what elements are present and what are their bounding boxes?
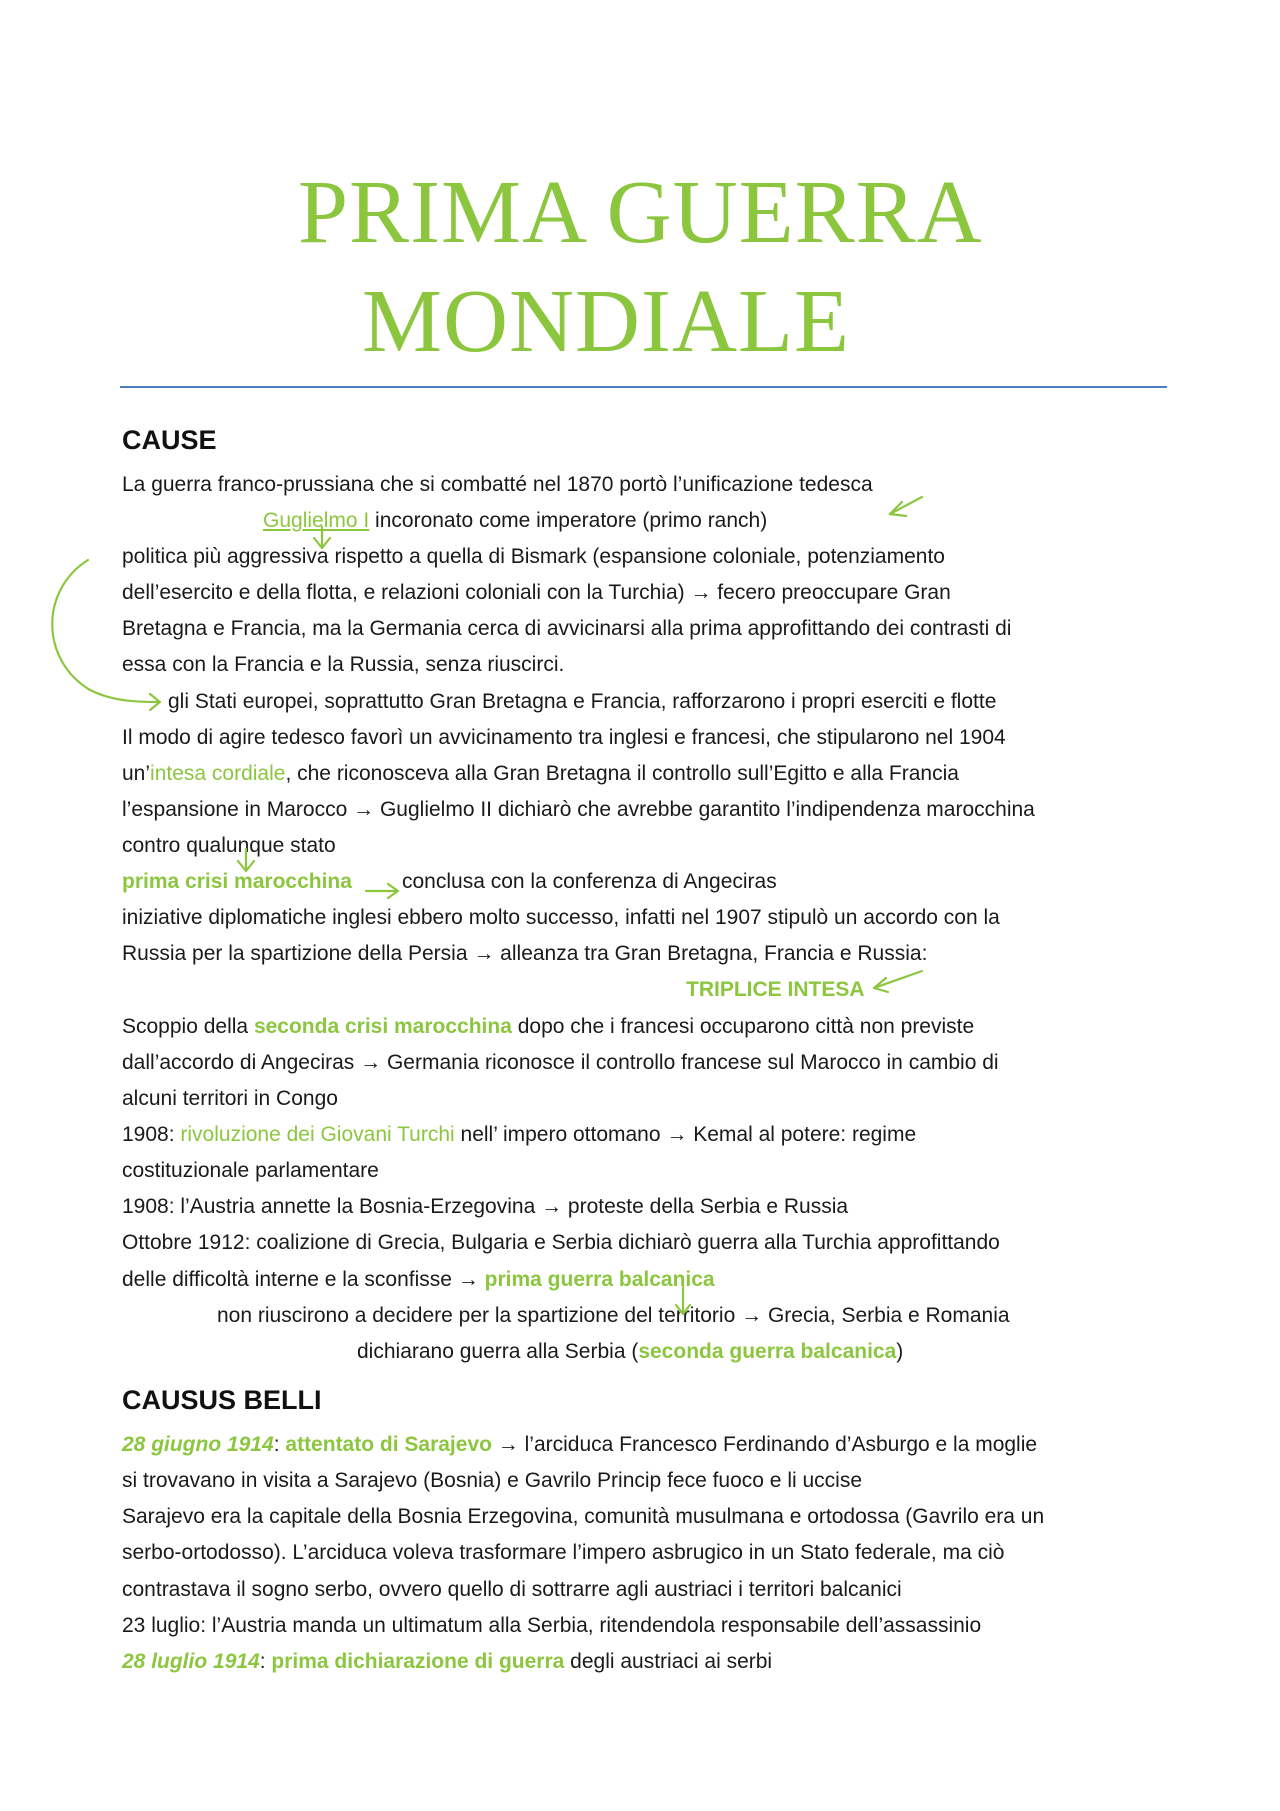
text-line: 1908: l’Austria annette la Bosnia-Erzegovina → proteste della Serbia e Russia bbox=[122, 1195, 849, 1218]
text-line: essa con la Francia e la Russia, senza riuscirci. bbox=[122, 653, 565, 676]
text-line: Il modo di agire tedesco favorì un avvicinamento tra inglesi e francesi, che stipularono nel 1904 bbox=[122, 726, 1006, 749]
text-line: 1908: rivoluzione dei Giovani Turchi nell’ impero ottomano → Kemal al potere: regime bbox=[122, 1123, 917, 1146]
arrow-icon: → bbox=[353, 798, 375, 821]
highlight-triplice-intesa: TRIPLICE INTESA bbox=[686, 978, 865, 1001]
text-line: costituzionale parlamentare bbox=[122, 1159, 379, 1182]
text-line: delle difficoltà interne e la sconfisse → prima guerra balcanica bbox=[122, 1268, 715, 1291]
text-line: politica più aggressiva rispetto a quella di Bismark (espansione coloniale, potenziamento bbox=[122, 545, 945, 568]
section-heading-causus-belli: CAUSUS BELLI bbox=[122, 1385, 322, 1415]
text-line: 28 luglio 1914: prima dichiarazione di guerra degli austriaci ai serbi bbox=[122, 1650, 773, 1673]
text-line: 28 giugno 1914: attentato di Sarajevo → l’arciduca Francesco Ferdinando d’Asburgo e la moglie bbox=[122, 1433, 1038, 1456]
text-line: l’espansione in Marocco → Guglielmo II dichiarò che avrebbe garantito l’indipendenza marocchina bbox=[122, 798, 1035, 821]
highlight-giovani-turchi: rivoluzione dei Giovani Turchi bbox=[180, 1123, 455, 1146]
text-line: Russia per la spartizione della Persia → alleanza tra Gran Bretagna, Francia e Russia: bbox=[122, 942, 928, 965]
text-line bbox=[122, 870, 352, 894]
text-line: dall’accordo di Angeciras → Germania riconosce il controllo francese sul Marocco in cambio di bbox=[122, 1051, 999, 1074]
text-line: Ottobre 1912: coalizione di Grecia, Bulgaria e Serbia dichiarò guerra alla Turchia approfittando bbox=[122, 1231, 1000, 1254]
highlight-intesa-cordiale: intesa cordiale bbox=[150, 762, 286, 785]
page-title-line-1: PRIMA GUERRA bbox=[298, 163, 983, 262]
arrow-icon: → bbox=[473, 942, 495, 965]
text-line: non riuscirono a decidere per la spartizione del territorio → Grecia, Serbia e Romania bbox=[217, 1304, 1010, 1327]
text-line: iniziative diplomatiche inglesi ebbero molto successo, infatti nel 1907 stipulò un accordo con la bbox=[122, 906, 1000, 929]
text-line: Guglielmo I incoronato come imperatore (primo ranch) bbox=[263, 509, 768, 532]
highlight-guglielmo: Guglielmo I bbox=[263, 509, 370, 532]
text-line bbox=[686, 978, 865, 1002]
text-line: La guerra franco-prussiana che si combatté nel 1870 portò l’unificazione tedesca bbox=[122, 473, 873, 496]
text-line: Bretagna e Francia, ma la Germania cerca di avvicinarsi alla prima approfittando dei contrasti di bbox=[122, 617, 1012, 640]
text-line: Scoppio della seconda crisi marocchina dopo che i francesi occuparono città non previste bbox=[122, 1015, 975, 1038]
text-line: serbo-ortodosso). L’arciduca voleva trasformare l’impero asbrugico in un Stato federale, ma ciò bbox=[122, 1541, 1005, 1564]
arrow-icon: → bbox=[541, 1195, 563, 1218]
highlight-attentato: attentato di Sarajevo bbox=[285, 1433, 492, 1456]
text-line: dell’esercito e della flotta, e relazioni coloniali con la Turchia) → fecero preoccupare Gran bbox=[122, 581, 951, 604]
handdrawn-arrow-icon bbox=[890, 497, 922, 514]
arrow-icon: → bbox=[666, 1123, 688, 1146]
text-line: dichiarano guerra alla Serbia (seconda guerra balcanica) bbox=[357, 1340, 904, 1363]
arrow-icon: → bbox=[497, 1433, 519, 1456]
highlight-seconda-crisi: seconda crisi marocchina bbox=[253, 1015, 512, 1038]
highlight-prima-guerra-balcanica: prima guerra balcanica bbox=[484, 1268, 715, 1291]
highlight-seconda-guerra-balcanica: seconda guerra balcanica bbox=[638, 1340, 897, 1363]
text-line: 23 luglio: l’Austria manda un ultimatum alla Serbia, ritendendola responsabile dell’assassinio bbox=[122, 1614, 982, 1637]
text-line: si trovavano in visita a Sarajevo (Bosnia) e Gavrilo Princip fece fuoco e li uccise bbox=[122, 1469, 863, 1492]
text-line: Sarajevo era la capitale della Bosnia Erzegovina, comunità musulmana e ortodossa (Gavrilo era un bbox=[122, 1505, 1045, 1528]
arrow-icon: → bbox=[690, 581, 712, 604]
date-28-luglio-1914: 28 luglio 1914 bbox=[122, 1650, 260, 1673]
handdrawn-arrow-icon bbox=[874, 971, 922, 988]
highlight-prima-dichiarazione: prima dichiarazione di guerra bbox=[271, 1650, 565, 1673]
arrow-icon: → bbox=[741, 1304, 763, 1327]
text-line: contro qualunque stato bbox=[122, 834, 336, 857]
text-line: gli Stati europei, soprattutto Gran Bretagna e Francia, rafforzarono i propri eserciti e flotte bbox=[168, 690, 997, 713]
text-line: alcuni territori in Congo bbox=[122, 1087, 338, 1110]
text-line: conclusa con la conferenza di Angeciras bbox=[402, 870, 777, 893]
date-28-giugno-1914: 28 giugno 1914 bbox=[122, 1433, 274, 1456]
arrow-icon: → bbox=[457, 1268, 479, 1291]
page-title-line-2: MONDIALE bbox=[362, 272, 850, 371]
highlight-prima-crisi: prima crisi marocchina bbox=[122, 870, 352, 893]
text-line: contrastava il sogno serbo, ovvero quello di sottrarre agli austriaci i territori balcanici bbox=[122, 1578, 902, 1601]
arrow-icon: → bbox=[360, 1051, 382, 1074]
section-heading-cause: CAUSE bbox=[122, 425, 217, 455]
title-divider bbox=[120, 386, 1167, 388]
text-line: un’intesa cordiale, che riconosceva alla Gran Bretagna il controllo sull’Egitto e alla Francia bbox=[122, 762, 959, 785]
